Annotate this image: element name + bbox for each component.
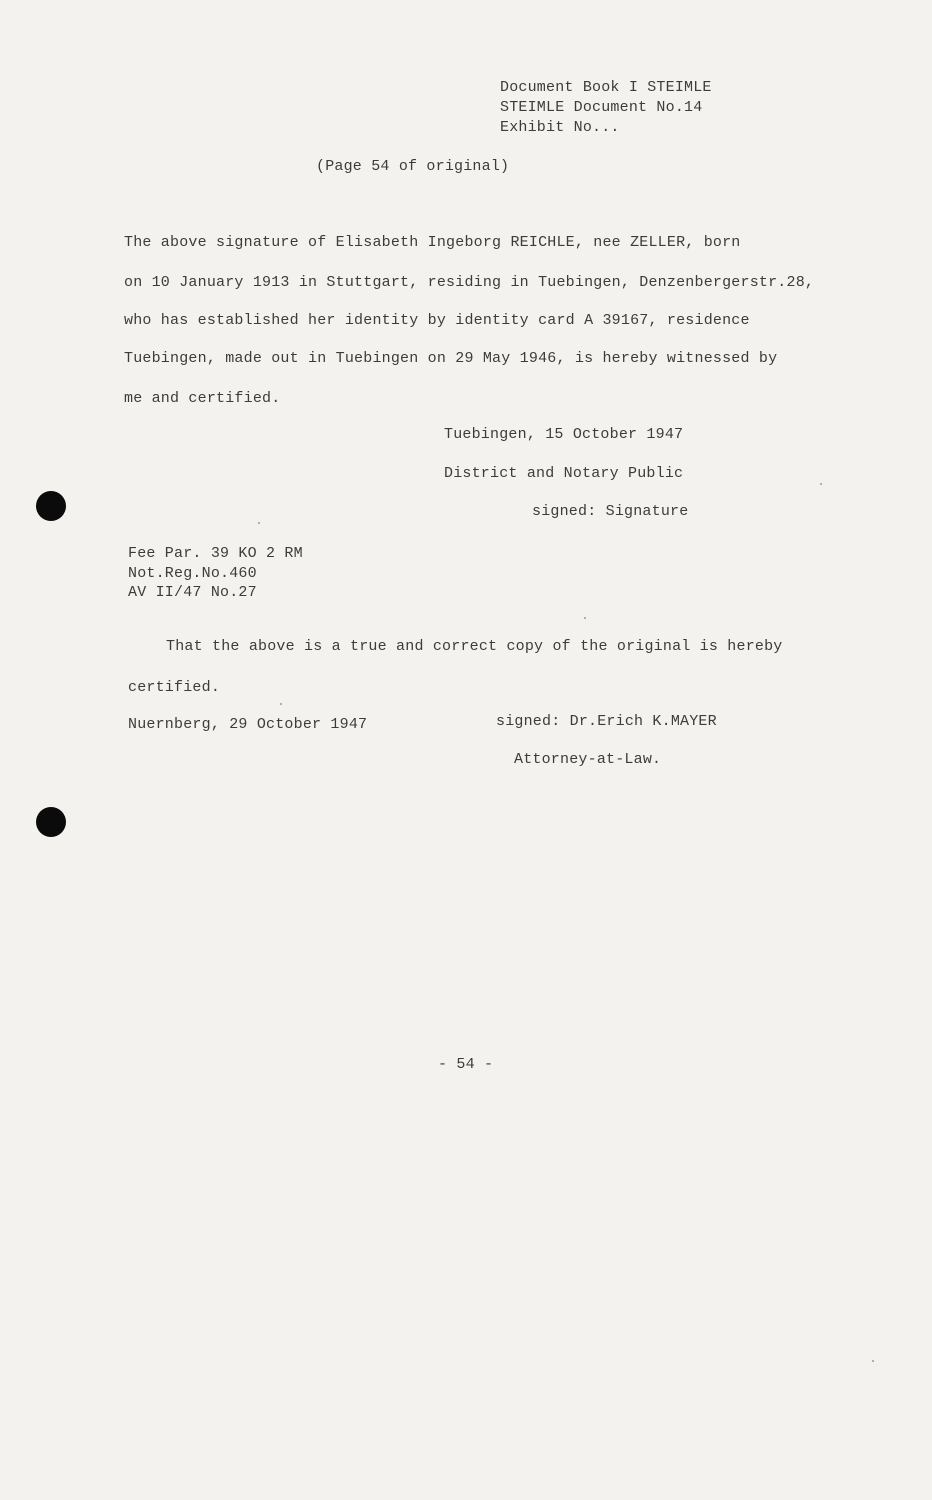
certification-line-1: That the above is a true and correct copy of the original is hereby (166, 638, 783, 655)
certification-title: Attorney-at-Law. (514, 751, 662, 768)
paper-speck (872, 1360, 874, 1362)
body-line-4: Tuebingen, made out in Tuebingen on 29 May 1946, is hereby witnessed by (124, 350, 778, 367)
body-line-1: The above signature of Elisabeth Ingeborg REICHLE, nee ZELLER, born (124, 234, 741, 251)
body-line-5: me and certified. (124, 390, 281, 407)
notary-place-date: Tuebingen, 15 October 1947 (444, 426, 684, 443)
header-book-line: Document Book I STEIMLE (500, 79, 712, 96)
notary-register-line: Not.Reg.No.460 (128, 565, 257, 582)
paper-speck (584, 617, 586, 619)
certification-line-2: certified. (128, 679, 221, 696)
page-reference: (Page 54 of original) (316, 158, 510, 175)
header-document-line: STEIMLE Document No.14 (500, 99, 703, 116)
page-number: - 54 - (438, 1056, 494, 1073)
notary-signed: signed: Signature (532, 503, 689, 520)
fee-line: Fee Par. 39 KO 2 RM (128, 545, 303, 562)
punch-hole (36, 491, 66, 521)
body-line-3: who has established her identity by identity card A 39167, residence (124, 312, 750, 329)
punch-hole (36, 807, 66, 837)
paper-speck (258, 522, 260, 524)
paper-speck (820, 483, 822, 485)
av-number-line: AV II/47 No.27 (128, 584, 257, 601)
body-line-2: on 10 January 1913 in Stuttgart, residing in Tuebingen, Denzenbergerstr.28, (124, 274, 815, 291)
header-exhibit-line: Exhibit No... (500, 119, 620, 136)
certification-signed: signed: Dr.Erich K.MAYER (496, 713, 717, 730)
certification-place-date: Nuernberg, 29 October 1947 (128, 716, 368, 733)
paper-speck (280, 703, 282, 705)
notary-office: District and Notary Public (444, 465, 684, 482)
